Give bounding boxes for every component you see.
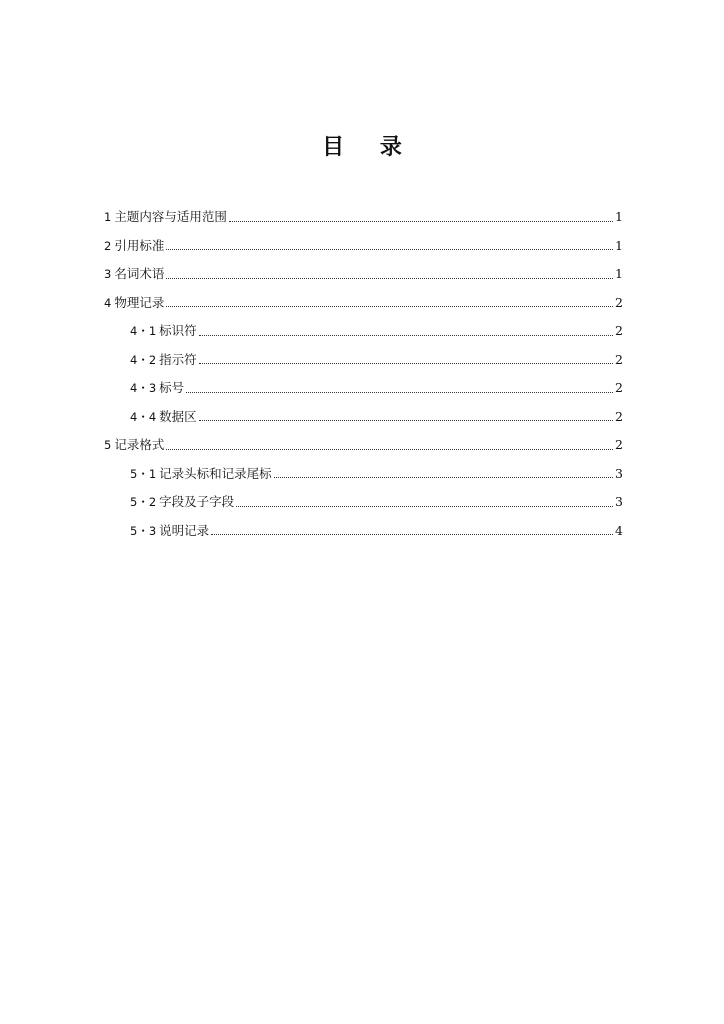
toc-dot-leader: [166, 249, 613, 250]
toc-dot-leader: [166, 306, 613, 307]
toc-dot-leader: [186, 392, 613, 393]
toc-title: 目 录: [322, 134, 416, 160]
toc-entry-label: 记录头标和记录尾标: [159, 465, 272, 481]
toc-entry-number: 5・3: [130, 523, 157, 538]
toc-entry[interactable]: [104, 517, 623, 546]
toc-dot-leader: [211, 534, 613, 535]
toc-entry-page: 4: [615, 522, 623, 538]
toc-entry[interactable]: [104, 403, 623, 432]
toc-dot-leader: [199, 363, 613, 364]
toc-list: [104, 203, 623, 545]
toc-entry-label: 主题内容与适用范围: [114, 209, 227, 225]
toc-entry-page: 2: [615, 437, 623, 453]
toc-entry-label: 名词术语: [114, 266, 165, 282]
toc-entry-page: 2: [615, 323, 623, 339]
toc-entry-number: 4・1: [130, 324, 157, 339]
toc-entry-page: 3: [615, 465, 623, 481]
toc-entry[interactable]: [104, 260, 623, 289]
toc-entry[interactable]: [104, 431, 623, 460]
toc-dot-leader: [199, 420, 613, 421]
toc-entry-number: 2: [104, 238, 112, 253]
toc-entry-label: 数据区: [159, 408, 197, 424]
toc-entry[interactable]: [104, 346, 623, 375]
toc-dot-leader: [274, 477, 613, 478]
toc-entry-number: 3: [104, 267, 112, 282]
toc-entry[interactable]: [104, 289, 623, 318]
toc-entry[interactable]: [104, 488, 623, 517]
toc-entry-number: 4・2: [130, 352, 157, 367]
toc-dot-leader: [236, 506, 613, 507]
toc-entry-label: 字段及子字段: [159, 494, 235, 510]
toc-entry-page: 3: [615, 494, 623, 510]
toc-entry-page: 1: [615, 209, 623, 225]
toc-dot-leader: [166, 278, 613, 279]
toc-entry-label: 标识符: [159, 323, 197, 339]
toc-entry-number: 5・2: [130, 495, 157, 510]
toc-entry[interactable]: [104, 374, 623, 403]
toc-dot-leader: [199, 335, 613, 336]
toc-entry-number: 4: [104, 295, 112, 310]
toc-entry-number: 4・3: [130, 381, 157, 396]
toc-entry-page: 2: [615, 351, 623, 367]
toc-dot-leader: [229, 221, 613, 222]
toc-entry-number: 1: [104, 210, 112, 225]
toc-entry[interactable]: [104, 460, 623, 489]
toc-dot-leader: [166, 449, 613, 450]
toc-entry-label: 物理记录: [114, 294, 165, 310]
toc-entry-page: 2: [615, 408, 623, 424]
toc-entry-number: 5・1: [130, 466, 157, 481]
toc-entry[interactable]: [104, 203, 623, 232]
toc-entry-page: 1: [615, 266, 623, 282]
toc-entry-page: 2: [615, 294, 623, 310]
toc-entry[interactable]: [104, 317, 623, 346]
toc-entry-label: 记录格式: [114, 437, 165, 453]
toc-entry-label: 指示符: [159, 351, 197, 367]
toc-entry[interactable]: [104, 232, 623, 261]
toc-entry-label: 说明记录: [159, 522, 210, 538]
toc-entry-number: 5: [104, 438, 112, 453]
toc-entry-page: 2: [615, 380, 623, 396]
toc-entry-number: 4・4: [130, 409, 157, 424]
toc-entry-label: 引用标准: [114, 237, 165, 253]
toc-entry-label: 标号: [159, 380, 185, 396]
toc-entry-page: 1: [615, 237, 623, 253]
